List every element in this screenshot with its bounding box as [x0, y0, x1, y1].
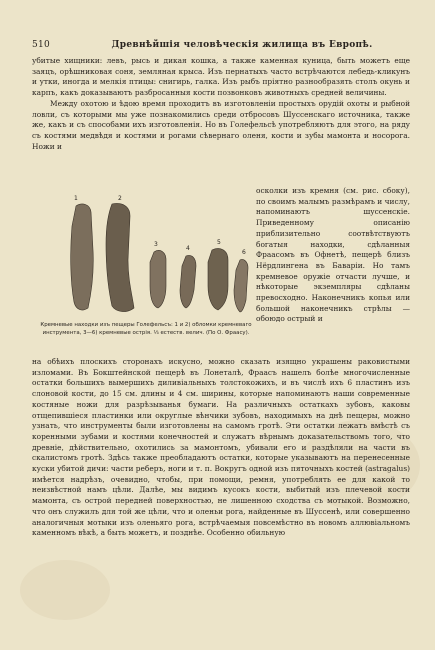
figure-label-3: 3 [154, 241, 158, 248]
figure-label-4: 4 [186, 245, 190, 252]
flint-tool-5 [208, 248, 228, 310]
body-text-right-column [256, 186, 410, 325]
figure-caption: Кремневые находки изъ пещеры Голефельсъ: 1 и 2) обломки кремневаго инструмента, 3—6) кремневые острія. ⅓ естеств. велич. (По О. Фраасу). [40, 322, 252, 336]
page-header [32, 40, 407, 54]
figure-label-6: 6 [242, 249, 246, 256]
flint-tool-4 [180, 255, 196, 308]
figure-label-2: 2 [118, 195, 122, 202]
flint-tool-6 [234, 259, 248, 312]
paragraph: на обѣихъ плоскихъ сторонахъ искусно, можно сказать изящно украшены раковистыми изломами. Въ Бокштейнской пещерѣ въ Лонеталѣ, Фраасъ нашелъ болѣе многочисленные остатки большихъ вымершихъ диливіальныхъ толстокожихъ, и въ числѣ ихъ 6 пластинъ изъ слоновой кости, до 15 см. длины и 4 см. ширины, которые напоминаютъ наши современные костяные ножи для разрѣзыванья бумаги. На различныхъ остаткахъ зубовъ, каковы отщепившіеся пластинки или округлые вѣнчики зубовъ, находимыхъ на днѣ пещеры, можно узнать, что инструменты были изготовлены на самомъ гротѣ. Эти остатки лежатъ вмѣстѣ съ коренными зубами и костями конечностей и служатъ вѣрнымъ доказательствомъ того, что древніе, дѣйствительно, охотились за мамонтомъ, убивали его и раздѣляли на части въ скалистомъ гротѣ. Здѣсь также преобладаютъ остатки, которые указываютъ на перенесенные куски убитой дичи: части реберъ, ноги и т. п. Вокругъ одной изъ пяточныхъ костей (astragalus) имѣется надрѣзъ, очевидно, чтобы, при помощи, ремня, употреблять ее для какой то неизвѣстной намъ цѣли. Далѣе, мы видимъ кусокъ кости, выбитый изъ плечевой кости мамонта, съ острой передней поверхностью, не лишенною сходства съ мотыкой. Возможно, что онъ служилъ для той же цѣли, что и оленьи рога, найденные въ Шуссенѣ, или совершенно аналогичныя мотыки изъ оленьяго рога, встрѣчаемыя повсемѣстно въ новомъ аллювіальномъ каменномъ вѣкѣ, а быть можетъ, и позднѣе. Особенно обильную [32, 357, 410, 538]
paper-stain [20, 560, 110, 620]
flint-tools-figure [62, 190, 252, 340]
running-title: Древнѣйшія человѣческія жилища въ Европѣ. [111, 40, 373, 50]
body-text-bottom [32, 357, 410, 539]
body-text-top [32, 56, 410, 152]
flint-tool-3 [150, 250, 166, 308]
figure-label-1: 1 [74, 195, 78, 202]
paragraph: убитые хищники: левъ, рысь и дикая кошка, а также каменная куница, быть можетъ еще заяцъ, орѣшниковая соня, земляная крыса. Изъ пернатыхъ часто встрѣчаются лебедь-кликунъ и утки, иногда и мелкія птицы: снигирь, галка. Изъ рыбъ пріятно разнообразять столъ окунь и карпъ, какъ доказываютъ разбросанныя кости позвонковъ животныхъ средней величины. [32, 56, 410, 98]
flint-tools-illustration [62, 190, 252, 320]
flint-tool-1 [71, 204, 94, 310]
page-number: 510 [32, 40, 51, 50]
paragraph: Между охотою и ѣдою время проходитъ въ изготовленіи простыхъ орудій охоты и рыбной ловли, съ которыми мы уже познакомились среди отбросовъ Шуссенскаго источника, также же, какъ и съ способами ихъ изготовленія. Но въ Голефельсѣ употребляютъ для этого, на ряду съ костями медвѣдя и костями и рогами сѣвернаго оленя, кости и зубы мамонта и носорога. Ножи и [32, 98, 410, 151]
flint-tool-2 [106, 204, 134, 312]
figure-label-5: 5 [217, 239, 221, 246]
paragraph: осколки изъ кремня (см. рис. сбоку), по своимъ малымъ размѣрамъ и числу, напоминаютъ шуссенскіе. Приведенному описанію приблизительно соотвѣтствуютъ богатыя находки, сдѣланныя Фраасомъ въ Офнетѣ, пещерѣ близъ Нёрдлингена въ Баваріи. Но тамъ кремневое оружіе отчасти лучше, и нѣкоторые экземпляры сдѣланы превосходно. Наконечникъ копья или большой наконечникъ стрѣлы — обоюдо острый и [256, 186, 410, 324]
